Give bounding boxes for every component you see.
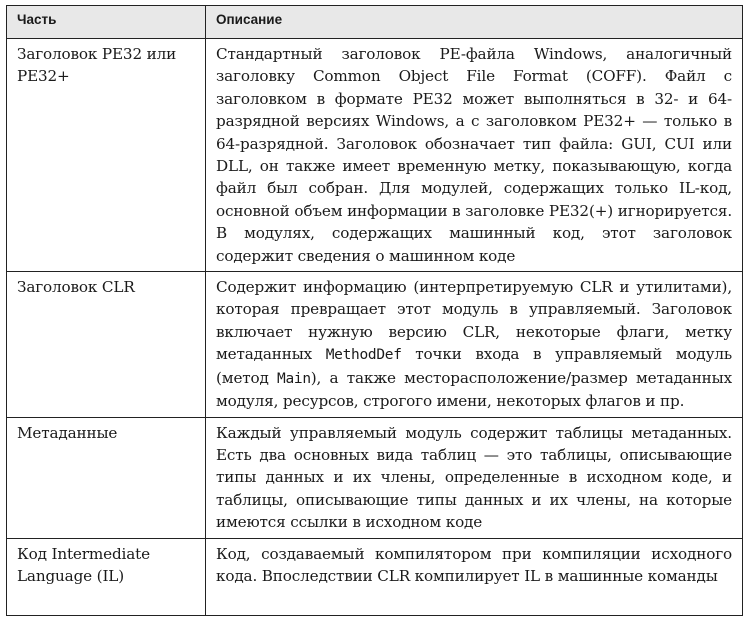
table-header-row bbox=[7, 6, 743, 39]
table-row bbox=[7, 39, 743, 272]
row-part-pe32: Заголовок PE32 или PE32+ bbox=[7, 39, 206, 272]
row-part-clr-header: Заголовок CLR bbox=[7, 272, 206, 417]
methoddef-code: MethodDef bbox=[325, 347, 402, 364]
main-code: Main bbox=[277, 370, 311, 387]
row-description-il: Код, создаваемый компилятором при компиляции исходного кода. Впоследствии CLR компилирует IL в машинные команды bbox=[206, 538, 743, 615]
table-row bbox=[7, 272, 743, 417]
pe-module-parts-table bbox=[6, 5, 743, 616]
row-description-clr-header bbox=[206, 272, 743, 417]
clr-desc-text-1: Содержит информацию (интерпретируемую CLR и утилитами), которая превращает этот модуль в управляемый. Заголовок включает нужную версию CLR, некоторые флаги, метку метаданных bbox=[216, 278, 732, 364]
clr-desc-text-3: ), а также месторасположение/размер метаданных модуля, ресурсов, строгого имени, некоторых флагов и пр. bbox=[216, 368, 733, 411]
row-part-metadata: Метаданные bbox=[7, 417, 206, 538]
header-description: Описание bbox=[206, 6, 743, 39]
row-part-il: Код Intermediate Language (IL) bbox=[7, 538, 206, 615]
clr-desc-text-2: точки входа в управляемый модуль (метод bbox=[216, 345, 732, 387]
row-description-pe32: Стандартный заголовок PE-файла Windows, аналогичный заголовку Common Object File Format (COFF). Файл с заголовком в формате PE32 может выполняться в 32- и 64-разрядной версиях Windows, а с заголовком PE32+ — только в 64-разрядной. Заголовок обозначает тип файла: GUI, CUI или DLL, он также имеет временную метку, показывающую, когда файл был собран. Для модулей, содержащих только IL-код, основной объем информации в заголовке PE32(+) игнорируется. В модулях, содержащих машинный код, этот заголовок содержит сведения о машинном коде bbox=[206, 39, 743, 272]
row-description-metadata: Каждый управляемый модуль содержит таблицы метаданных. Есть два основных вида таблиц — это таблицы, описывающие типы данных и их члены, определенные в исходном коде, и таблицы, описывающие типы данных и их члены, на которые имеются ссылки в исходном коде bbox=[206, 417, 743, 538]
header-part: Часть bbox=[7, 6, 206, 39]
table-row bbox=[7, 538, 743, 615]
table-row bbox=[7, 417, 743, 538]
